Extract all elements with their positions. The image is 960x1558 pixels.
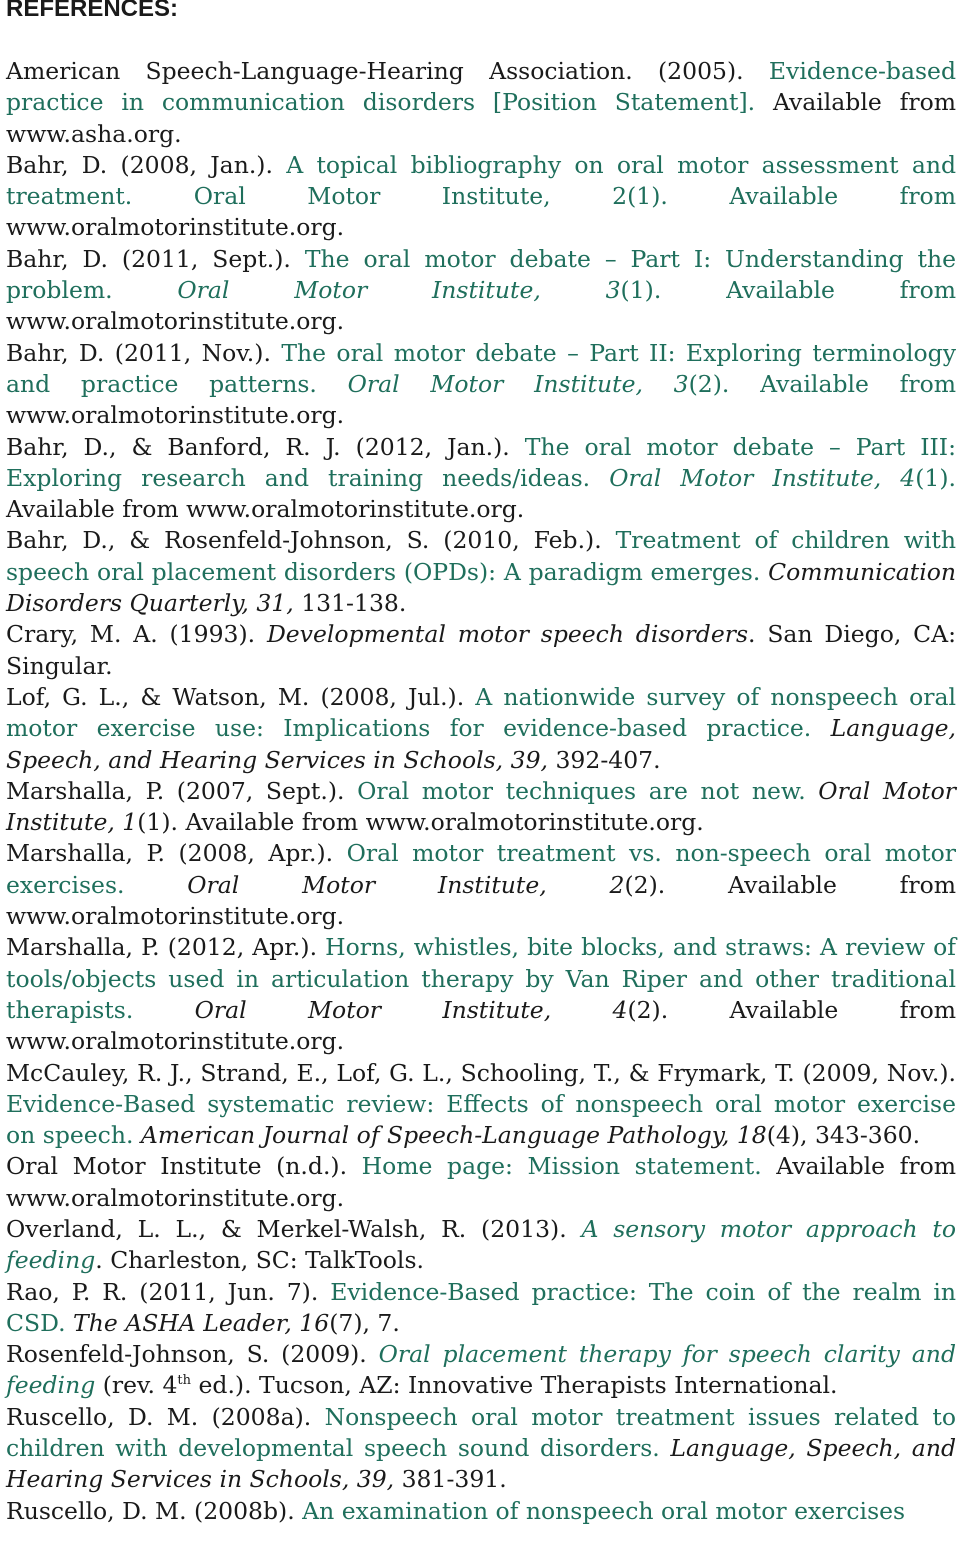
reference-entry — [6, 1339, 956, 1402]
reference-author: American Speech-Language-Hearing Association. (2005). — [6, 57, 769, 85]
reference-source: The ASHA Leader, 16 — [65, 1308, 330, 1337]
reference-source: Oral Motor Institute, 2 — [124, 870, 625, 899]
reference-tail: Available from www.asha.org. — [6, 88, 957, 148]
reference-title-link[interactable]: Oral motor techniques are not new. — [357, 776, 806, 805]
reference-entry — [6, 1058, 956, 1152]
reference-entry — [6, 56, 956, 150]
reference-title-link[interactable]: A topical bibliography on oral motor assessment and treatment. Oral Motor Institute, 2(1). Available from — [6, 150, 957, 211]
reference-entry — [6, 1214, 956, 1277]
reference-author: Marshalla, P. (2012, Apr.). — [6, 933, 326, 962]
reference-title-link[interactable]: Evidence-based practice in communication disorders [Position Statement]. — [6, 57, 956, 117]
reference-entry — [6, 619, 956, 682]
reference-tail: ed.). Tucson, AZ: Innovative Therapists International. — [191, 1371, 838, 1400]
reference-author: Bahr, D. (2008, Jan.). — [6, 150, 287, 179]
reference-title-link[interactable]: Nonspeech oral motor treatment issues related to children with developmental speech sound disorders. — [6, 1402, 956, 1463]
reference-author: Marshalla, P. (2007, Sept.). — [6, 776, 358, 805]
reference-issue: (1). Available from — [620, 276, 956, 305]
reference-tail: 131-138. — [293, 589, 407, 618]
reference-author: Ruscello, D. M. (2008b). — [6, 1496, 303, 1525]
reference-tail: . Charleston, SC: TalkTools. — [95, 1246, 424, 1275]
reference-author: Crary, M. A. (1993). — [6, 620, 267, 649]
reference-tail: . San Diego, CA: Singular. — [6, 620, 957, 680]
reference-list — [6, 56, 956, 1527]
references-heading: REFERENCES: — [6, 0, 179, 22]
reference-title-link[interactable]: Evidence-Based practice: The coin of the realm in CSD. — [6, 1277, 956, 1337]
reference-source: Communication Disorders Quarterly, 31, — [6, 557, 957, 618]
reference-tail: 381-391. — [394, 1465, 507, 1494]
reference-source: Language, Speech, and Hearing Services in Schools, 39, — [6, 714, 956, 774]
reference-source: Oral Motor Institute, 3 — [112, 276, 621, 305]
reference-tail: (4), 343-360. — [766, 1121, 921, 1150]
reference-title-link[interactable]: The oral motor debate – Part II: Exploring terminology and practice patterns. — [6, 338, 957, 398]
reference-title-link[interactable]: Oral placement therapy for speech clarity and feeding — [6, 1340, 956, 1400]
reference-tail: www.oralmotorinstitute.org. — [6, 213, 345, 242]
reference-author: Bahr, D. (2011, Sept.). — [6, 244, 305, 273]
reference-title-link[interactable]: Horns, whistles, bite blocks, and straws: A review of tools/objects used in articulation therapy by Van Riper and other traditional therapists. — [6, 933, 956, 1024]
reference-entry — [6, 432, 956, 526]
reference-source: Oral Motor Institute, 4 — [590, 463, 916, 492]
reference-entry — [6, 682, 956, 776]
reference-tail: 392-407. — [548, 745, 661, 774]
reference-entry — [6, 525, 956, 619]
reference-entry — [6, 838, 956, 932]
reference-entry — [6, 338, 956, 432]
reference-entry — [6, 1402, 956, 1496]
reference-author: Marshalla, P. (2008, Apr.). — [6, 839, 347, 868]
reference-entry — [6, 244, 956, 338]
reference-entry — [6, 1151, 956, 1214]
reference-entry — [6, 932, 956, 1057]
reference-tail: www.oralmotorinstitute.org. — [6, 307, 345, 336]
reference-title-link[interactable]: A sensory motor approach to feeding — [6, 1214, 956, 1275]
reference-tail: Available from www.oralmotorinstitute.org. — [6, 1152, 956, 1212]
reference-title-link[interactable]: Evidence-Based systematic review: Effects of nonspeech oral motor exercise on speech. — [6, 1089, 956, 1150]
reference-author: Rao, P. R. (2011, Jun. 7). — [6, 1277, 331, 1306]
reference-author: Bahr, D. (2011, Nov.). — [6, 338, 282, 367]
reference-title-link[interactable]: Oral motor treatment vs. non-speech oral motor exercises. — [6, 839, 956, 899]
reference-entry — [6, 150, 956, 244]
reference-title-link[interactable]: The oral motor debate – Part III: Exploring research and training needs/ideas. — [6, 432, 956, 492]
reference-superscript: th — [177, 1373, 192, 1389]
reference-entry — [6, 776, 956, 839]
reference-issue: (2). Available from — [688, 369, 957, 398]
reference-title-link[interactable]: The oral motor debate – Part I: Understanding the problem. — [6, 244, 956, 305]
reference-author: Overland, L. L., & Merkel-Walsh, R. (2013). — [6, 1214, 582, 1243]
reference-entry — [6, 1496, 956, 1527]
reference-tail: (2). Available from www.oralmotorinstitute.org. — [6, 870, 957, 931]
reference-source: Developmental motor speech disorders — [266, 620, 749, 649]
reference-tail: www.oralmotorinstitute.org. — [6, 401, 345, 430]
reference-title-link[interactable]: Treatment of children with speech oral placement disorders (OPDs): A paradigm emerges. — [6, 526, 956, 586]
reference-source: Oral Motor Institute, 3 — [316, 369, 689, 398]
reference-author: Oral Motor Institute (n.d.). — [6, 1152, 362, 1181]
reference-source: Language, Speech, and Hearing Services in Schools, 39, — [6, 1434, 956, 1494]
reference-source: Oral Motor Institute, 1 — [6, 776, 956, 837]
reference-tail: (7), 7. — [329, 1308, 400, 1337]
reference-source: American Journal of Speech-Language Pathology, 18 — [133, 1121, 767, 1150]
reference-title-link[interactable]: A nationwide survey of nonspeech oral motor exercise use: Implications for evidence-based practice. — [6, 682, 956, 743]
reference-source: Oral Motor Institute, 4 — [133, 995, 628, 1024]
reference-title-link[interactable]: Home page: Mission statement. — [361, 1152, 762, 1181]
reference-title-link[interactable]: An examination of nonspeech oral motor exercises — [302, 1496, 906, 1525]
reference-author: Ruscello, D. M. (2008a). — [6, 1402, 325, 1431]
reference-author: McCauley, R. J., Strand, E., Lof, G. L., Schooling, T., & Frymark, T. (2009, Nov.). — [6, 1058, 956, 1087]
reference-tail: (1). Available from www.oralmotorinstitute.org. — [137, 808, 704, 837]
reference-edition: (rev. 4 — [95, 1371, 178, 1400]
reference-author: Bahr, D., & Rosenfeld-Johnson, S. (2010, Feb.). — [6, 526, 616, 555]
reference-issue: (1). — [915, 463, 956, 492]
reference-author: Bahr, D., & Banford, R. J. (2012, Jan.). — [6, 432, 525, 461]
reference-author: Rosenfeld-Johnson, S. (2009). — [6, 1340, 379, 1369]
reference-author: Lof, G. L., & Watson, M. (2008, Jul.). — [6, 682, 476, 711]
reference-tail: (2). Available from www.oralmotorinstitute.org. — [6, 995, 956, 1056]
reference-entry — [6, 1277, 956, 1340]
reference-tail: Available from www.oralmotorinstitute.org. — [6, 495, 525, 524]
